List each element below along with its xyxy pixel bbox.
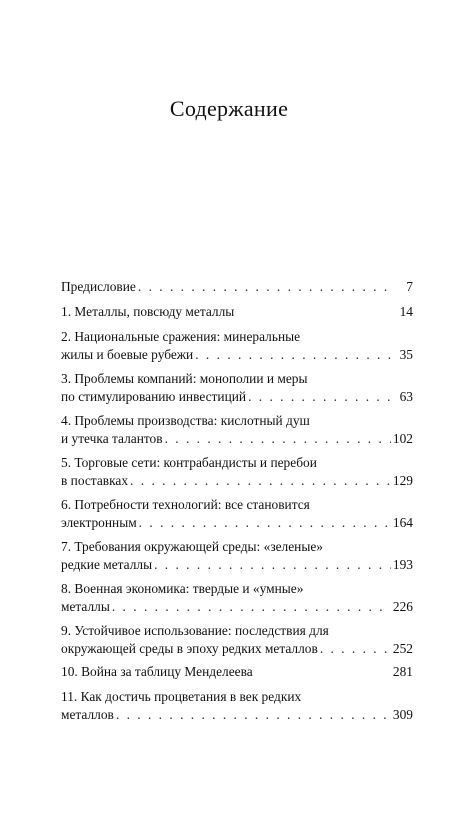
page-title: Содержание [169,96,289,121]
toc-page-number: 252 [392,641,413,656]
toc-entry-title: 6. Потребности технологий: все становится [61,497,310,512]
toc-entry-line [61,388,413,406]
toc-entry-line [61,346,413,364]
toc-page-number: 164 [392,515,413,530]
toc-page-number: 63 [399,389,413,404]
dot-leader [154,556,391,574]
toc-entry-line [61,598,413,616]
toc-entry-title: 4. Проблемы производства: кислотный душ [61,413,310,428]
toc-entry[interactable] [61,303,413,321]
toc-entry-title: Предисловие [61,279,136,294]
toc-entry-line [61,640,413,658]
toc-entry[interactable] [61,496,413,532]
toc-page-number: 7 [406,279,413,294]
toc-entry-title: 1. Металлы, повсюду металлы [61,304,235,319]
toc-entry-title: 5. Торговые сети: контрабандисты и перебои [61,455,317,470]
toc-entry-title: 10. Война за таблицу Менделеева [61,664,253,679]
toc-entry-line [61,538,413,556]
toc-entry[interactable] [61,663,413,681]
toc-entry-line [61,454,413,472]
dot-leader [116,706,391,724]
toc-entry-title: по стимулированию инвестиций [61,389,247,404]
toc-entry-line [61,688,413,706]
toc-entry-title: электронным [61,515,137,530]
toc-entry[interactable] [61,580,413,616]
dot-leader [320,640,391,658]
toc-page-number: 14 [399,304,413,319]
toc-page-number: 226 [392,599,413,614]
toc-entry-line [61,278,413,296]
dot-leader [195,346,393,364]
toc-entry-line [61,412,413,430]
toc-page-number: 35 [399,347,413,362]
toc-entry-title: 2. Национальные сражения: минеральные [61,329,301,344]
toc-entry-line [61,622,413,640]
toc-entry[interactable] [61,370,413,406]
toc-entry[interactable] [61,278,413,296]
dot-leader [248,388,393,406]
toc-entry-line [61,706,413,724]
toc-page-number: 281 [392,664,413,679]
toc-page-number: 193 [392,557,413,572]
toc-entry-line [61,663,413,681]
toc-entry-line [61,580,413,598]
dot-leader [130,472,391,490]
toc-entry-line [61,370,413,388]
toc-entry-line [61,303,413,321]
dot-leader [139,514,391,532]
toc-entry[interactable] [61,688,413,724]
toc-entry-line [61,472,413,490]
toc-entry-line [61,430,413,448]
toc-entry-title: металлы [61,599,110,614]
toc-entry-title: 9. Устойчивое использование: последствия для [61,623,329,638]
toc-entry-title: 8. Военная экономика: твердые и «умные» [61,581,304,596]
dot-leader [165,430,391,448]
toc-entry-title: 3. Проблемы компаний: монополии и меры [61,371,308,386]
toc-page-number: 102 [392,431,413,446]
dot-leader [138,278,393,296]
toc-page-number: 309 [392,707,413,722]
toc-entry-title: металлов [61,707,114,722]
toc-entry-line [61,514,413,532]
toc-entry-line [61,496,413,514]
toc-page-number: 129 [392,473,413,488]
toc-entry[interactable] [61,454,413,490]
toc-entry-title: 7. Требования окружающей среды: «зеленые» [61,539,323,554]
toc-entry-line [61,556,413,574]
toc-entry-title: жилы и боевые рубежи [61,347,194,362]
toc-entry[interactable] [61,622,413,658]
toc-entry-line [61,328,413,346]
toc-entry[interactable] [61,328,413,364]
toc-entry-title: окружающей среды в эпоху редких металлов [61,641,318,656]
toc-entry-title: редкие металлы [61,557,153,572]
toc-entry-title: 11. Как достичь процветания в век редких [61,689,302,704]
toc-entry[interactable] [61,412,413,448]
dot-leader [112,598,391,616]
toc-entry[interactable] [61,538,413,574]
toc-entry-title: в поставках [61,473,129,488]
toc-entry-title: и утечка талантов [61,431,163,446]
